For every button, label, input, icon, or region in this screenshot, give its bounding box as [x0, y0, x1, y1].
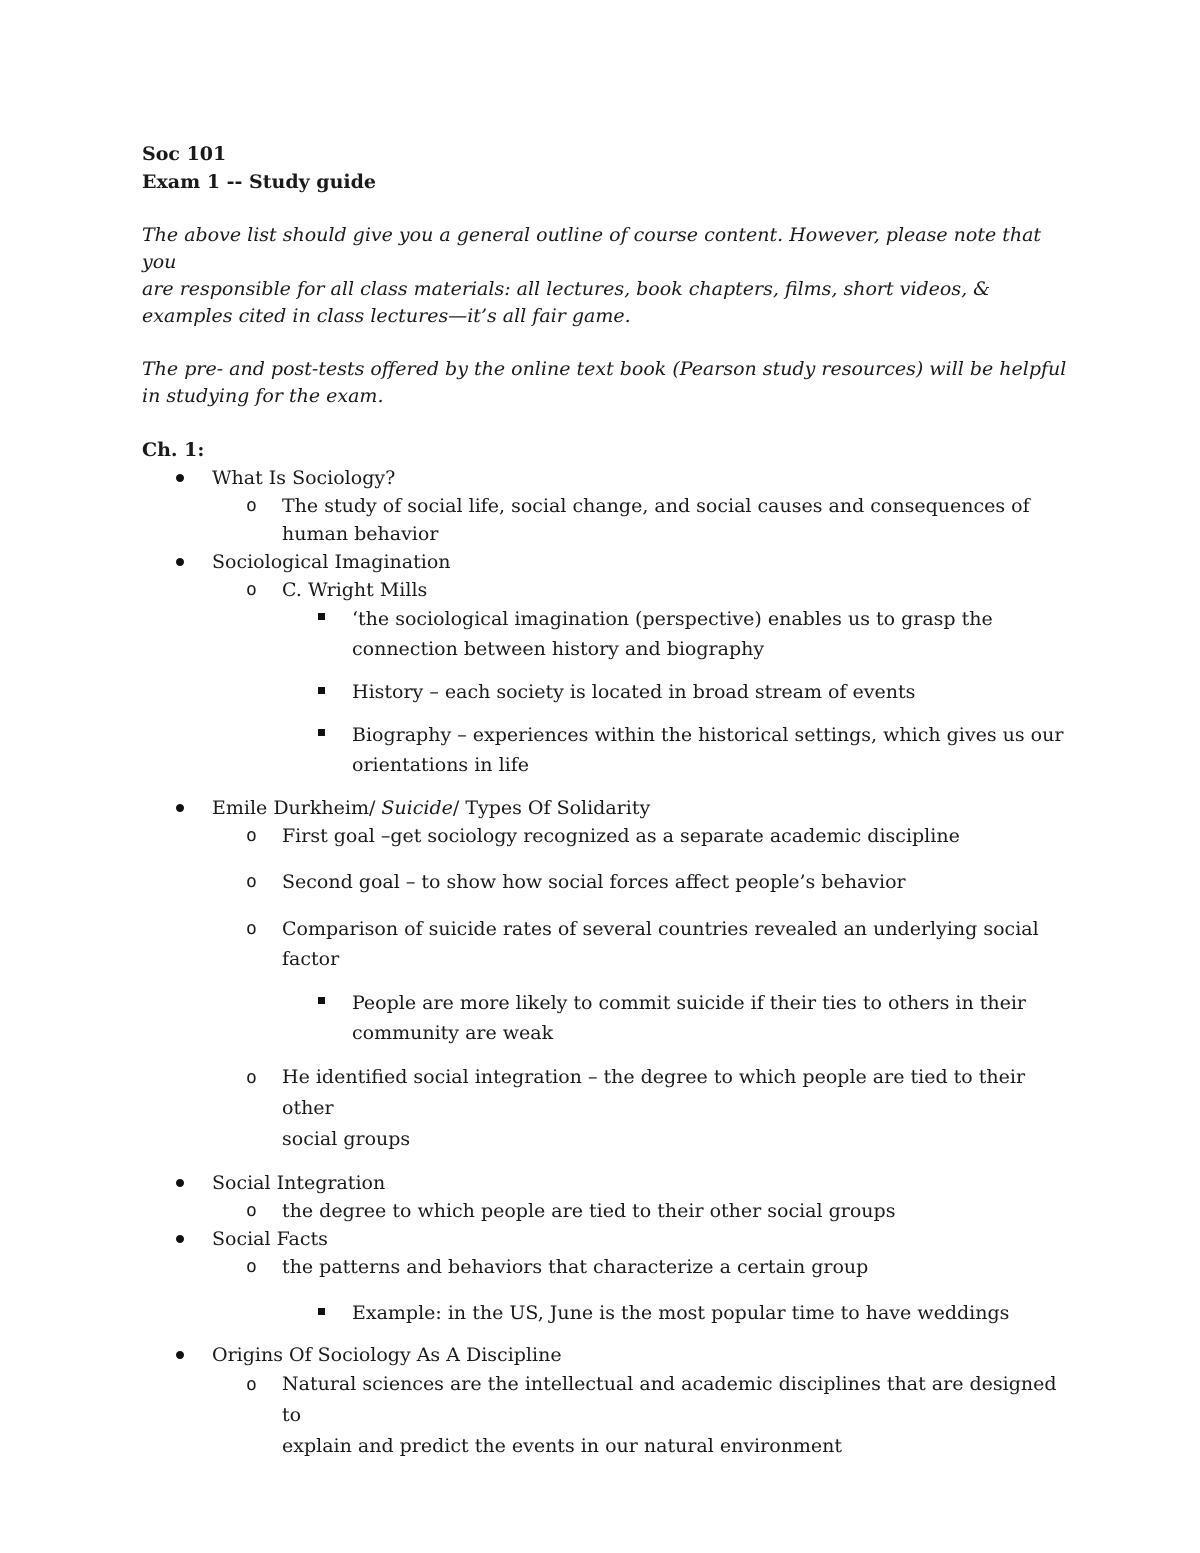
list-item: Social Integration [142, 1169, 1072, 1197]
intro-1-line-1: The above list should give you a general outline of course content. However, please note that you [142, 224, 1042, 273]
list-item: Social Facts [142, 1225, 1072, 1253]
intro-1-line-3: examples cited in class lectures—it’s all fair game. [142, 305, 631, 327]
chapter-heading: Ch. 1: [142, 439, 205, 461]
intro-1-line-2: are responsible for all class materials: all lectures, book chapters, films, short videos, & [142, 278, 991, 300]
intro-paragraph-1 [142, 222, 1072, 330]
list-item: o Comparison of suicide rates of several countries revealed an underlying social factor [142, 914, 1072, 974]
list-item: o Second goal – to show how social forces affect people’s behavior [142, 868, 1072, 896]
intro-2-line-1: The pre- and post-tests offered by the online text book (Pearson study resources) will be helpful [142, 358, 1067, 380]
list-item: Emile Durkheim/ Suicide/ Types Of Solidarity [142, 794, 1072, 822]
document-page [142, 140, 1072, 1462]
list-item: o the degree to which people are tied to their other social groups [142, 1197, 1072, 1225]
list-item: Biography – experiences within the historical settings, which gives us our orientations in life [142, 720, 1072, 780]
list-item: o the patterns and behaviors that characterize a certain group [142, 1253, 1072, 1281]
intro-2-line-2: in studying for the exam. [142, 385, 384, 407]
exam-title: Exam 1 -- Study guide [142, 171, 377, 193]
list-item: o The study of social life, social change, and social causes and consequences of human behavior [142, 492, 1072, 548]
list-item: Sociological Imagination [142, 548, 1072, 576]
list-item: o Natural sciences are the intellectual and academic disciplines that are designed to explain and predict the events in our natural environment [142, 1369, 1072, 1462]
course-title: Soc 101 [142, 143, 227, 165]
list-item: Example: in the US, June is the most popular time to have weddings [142, 1299, 1072, 1327]
list-item: People are more likely to commit suicide if their ties to others in their community are weak [142, 988, 1072, 1048]
list-item: o He identified social integration – the degree to which people are tied to their other social groups [142, 1062, 1072, 1155]
chapter-outline [142, 464, 1072, 1462]
intro-paragraph-2 [142, 356, 1072, 410]
list-item: What Is Sociology? [142, 464, 1072, 492]
list-item: o First goal –get sociology recognized as a separate academic discipline [142, 822, 1072, 850]
list-item: History – each society is located in broad stream of events [142, 678, 1072, 706]
list-item: o C. Wright Mills [142, 576, 1072, 604]
list-item: ‘the sociological imagination (perspective) enables us to grasp the connection between history and biography [142, 604, 1072, 664]
list-item: Origins Of Sociology As A Discipline [142, 1341, 1072, 1369]
